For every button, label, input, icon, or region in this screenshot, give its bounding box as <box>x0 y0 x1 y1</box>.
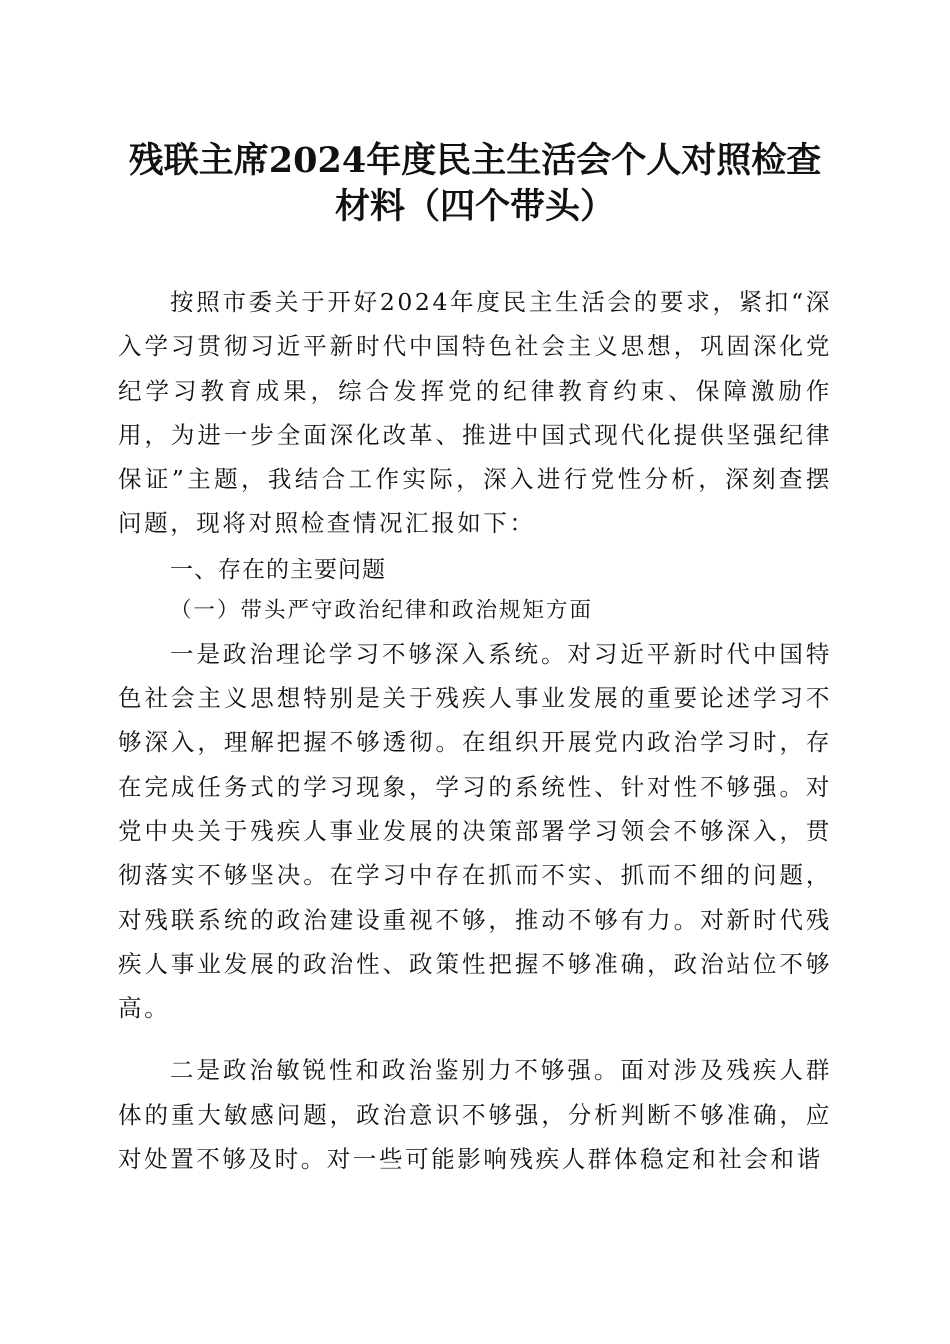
point-2-lead: 二是政治敏锐性和政治鉴别力不够强。 <box>170 1056 621 1085</box>
document-title <box>100 138 850 230</box>
subsection-heading: （一）带头严守政治纪律和政治规矩方面 <box>170 597 594 623</box>
point-1-body: 对习近平新时代中国特色社会主义思想特别是关于残疾人事业发展的重要论述学习不够深入，理解把握不够透彻。在组织开展党内政治学习时，存在完成任务式的学习现象，学习的系统性、针对性不够强。对党中央关于残疾人事业发展的决策部署学习领会不够深入，贯彻落实不够坚决。在学习中存在抓而不实、抓而不细的问题，对残联系统的政治建设重视不够，推动不够有力。对新时代残疾人事业发展的政治性、政策性把握不够准确，政治站位不够高。 <box>118 639 832 1023</box>
intro-paragraph: 按照市委关于开好2024年度民主生活会的要求，紧扣“深入学习贯彻习近平新时代中国特色社会主义思想，巩固深化党纪学习教育成果，综合发挥党的纪律教育约束、保障激励作用，为进一步全面深化改革、推进中国式现代化提供坚强纪律保证”主题，我结合工作实际，深入进行党性分析，深刻查摆问题，现将对照检查情况汇报如下： <box>118 288 832 538</box>
document-body <box>118 280 832 1181</box>
section-heading: 一、存在的主要问题 <box>170 556 386 583</box>
point-1-paragraph <box>118 632 832 1031</box>
title-line-1: 残联主席2024年度民主生活会个人对照检查 <box>128 140 822 181</box>
point-1-lead: 一是政治理论学习不够深入系统。 <box>170 639 568 668</box>
point-2-body: 面对涉及残疾人群体的重大敏感问题，政治意识不够强，分析判断不够准确，应对处置不够及时。对一些可能影响残疾人群体稳定和社会和谐 <box>118 1056 832 1174</box>
title-line-2: 材料（四个带头） <box>334 186 615 227</box>
point-2-paragraph <box>118 1048 832 1181</box>
